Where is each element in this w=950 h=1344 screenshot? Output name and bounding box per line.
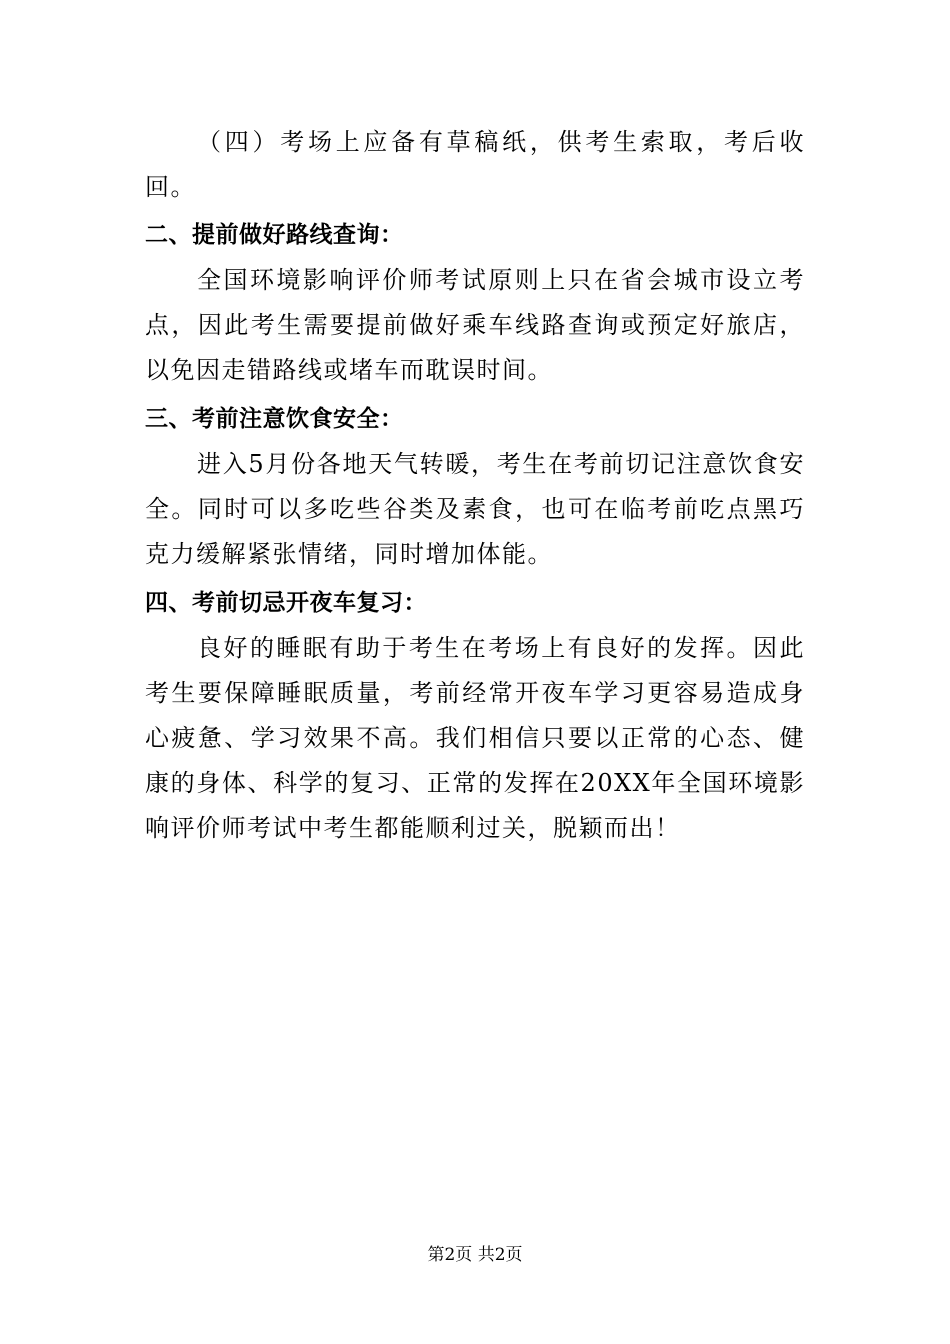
page-number-footer: 第2页 共2页 bbox=[427, 1245, 523, 1265]
heading-route-planning: 二、提前做好路线查询： bbox=[145, 222, 404, 248]
heading-no-late-night-study: 四、考前切忌开夜车复习： bbox=[145, 590, 427, 616]
heading-food-safety: 三、考前注意饮食安全： bbox=[145, 406, 404, 432]
paragraph-route-planning: 全国环境影响评价师考试原则上只在省会城市设立考点，因此考生需要提前做好乘车线路查询或预定好旅店，以免因走错路线或堵车而耽误时间。 bbox=[145, 266, 805, 384]
paragraph-exam-scratch-paper: （四）考场上应备有草稿纸，供考生索取，考后收回。 bbox=[145, 128, 805, 201]
paragraph-food-safety: 进入5月份各地天气转暖，考生在考前切记注意饮食安全。同时可以多吃些谷类及素食，也可在临考前吃点黑巧克力缓解紧张情绪，同时增加体能。 bbox=[145, 450, 805, 568]
paragraph-sleep-advice: 良好的睡眠有助于考生在考场上有良好的发挥。因此考生要保障睡眠质量，考前经常开夜车学习更容易造成身心疲惫、学习效果不高。我们相信只要以正常的心态、健康的身体、科学的复习、正常的发挥在20XX年全国环境影响评价师考试中考生都能顺利过关，脱颖而出！ bbox=[145, 634, 805, 842]
document-body bbox=[145, 120, 805, 851]
